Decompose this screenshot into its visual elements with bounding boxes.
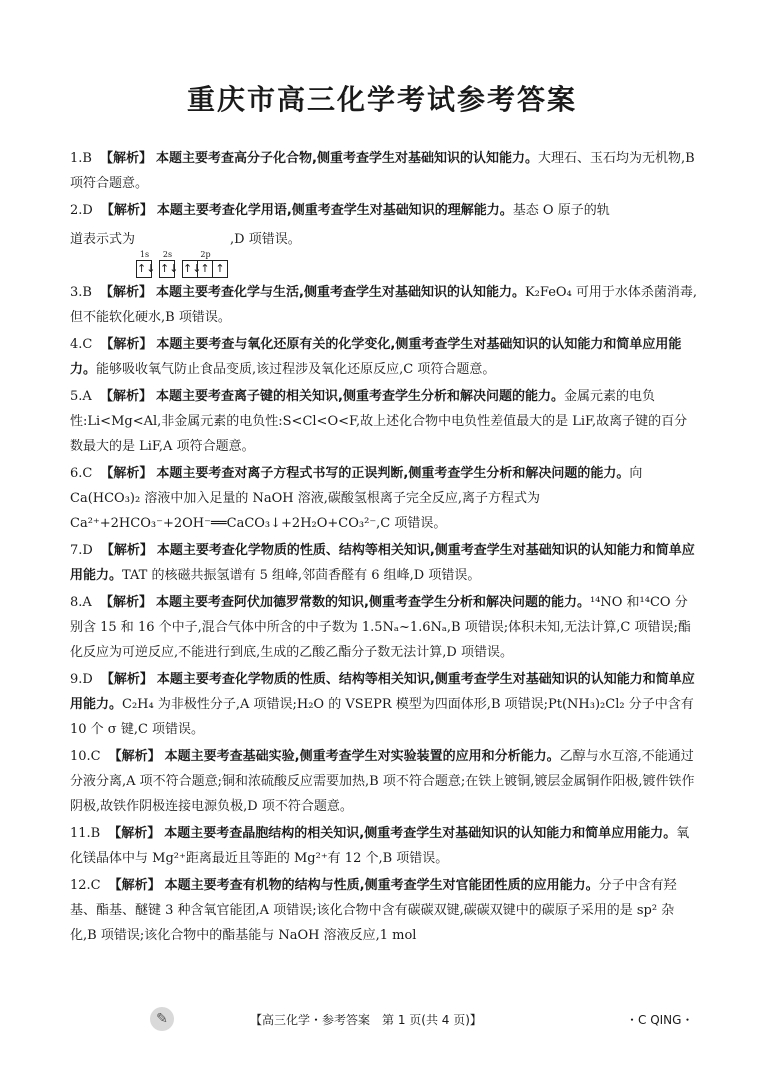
- analysis-tag: 【解析】: [100, 203, 153, 218]
- question-number: 10.C: [70, 749, 101, 764]
- question-5: [70, 384, 698, 459]
- analysis-tag: 【解析】: [100, 285, 153, 300]
- question-summary: 本题主要考查阿伏加德罗常数的知识,侧重考查学生分析和解决问题的能力。: [156, 595, 590, 610]
- question-number: 6.C: [70, 466, 93, 481]
- orbital-box: ↑↓: [182, 260, 198, 278]
- page-footer: [0, 1007, 764, 1031]
- question-summary: 本题主要考查有机物的结构与性质,侧重考查学生对官能团性质的应用能力。: [164, 878, 599, 893]
- question-8: [70, 590, 698, 665]
- question-explanation: 氧化镁晶体中与 Mg²⁺距离最近且等距的 Mg²⁺有 12 个,B 项错误。: [70, 826, 690, 866]
- orbital-box: ↑↓: [136, 260, 152, 278]
- orbital-prefix: 道表示式为: [70, 232, 136, 247]
- question-explanation: 向Ca(HCO₃)₂ 溶液中加入足量的 NaOH 溶液,碳酸氢根离子完全反应,离子方程式为Ca²⁺+2HCO₃⁻+2OH⁻══CaCO₃↓+2H₂O+CO₃²⁻,C 项错误。: [70, 466, 643, 531]
- analysis-tag: 【解析】: [108, 826, 161, 841]
- question-summary: 本题主要考查化学物质的性质、结构等相关知识,侧重考查学生对基础知识的认知能力和简单应用能力。: [70, 672, 695, 712]
- question-explanation: ¹⁴NO 和¹⁴CO 分别含 15 和 16 个中子,混合气体中所含的中子数为 1.5Nₐ~1.6Nₐ,B 项错误;体积未知,无法计算,C 项错误;酯化反应为可逆反应,不能进行到底,生成的乙酸乙酯分子数无法计算,D 项错误。: [70, 595, 691, 660]
- question-number: 7.D: [70, 543, 93, 558]
- question-11: [70, 821, 698, 871]
- question-summary: 本题主要考查晶胞结构的相关知识,侧重考查学生对基础知识的认知能力和简单应用能力。: [164, 826, 677, 841]
- question-summary: 本题主要考查化学与生活,侧重考查学生对基础知识的认知能力。: [156, 285, 525, 300]
- analysis-tag: 【解析】: [100, 337, 153, 352]
- orbital-line: [70, 227, 698, 278]
- question-10: [70, 744, 698, 819]
- question-9: [70, 667, 698, 742]
- question-1: [70, 146, 698, 196]
- answer-list: [70, 146, 698, 948]
- analysis-tag: 【解析】: [100, 543, 153, 558]
- pencil-icon: ✎: [150, 1007, 174, 1031]
- question-summary: 本题主要考查高分子化合物,侧重考查学生对基础知识的认知能力。: [156, 151, 538, 166]
- question-number: 1.B: [70, 151, 92, 166]
- orbital-box: ↑: [197, 260, 213, 278]
- question-number: 8.A: [70, 595, 92, 610]
- question-summary: 本题主要考查化学物质的性质、结构等相关知识,侧重考查学生对基础知识的认知能力和简单应用能力。: [70, 543, 695, 583]
- orbital-diagram: [137, 250, 228, 278]
- question-number: 3.B: [70, 285, 92, 300]
- question-summary: 本题主要考查基础实验,侧重考查学生对实验装置的应用和分析能力。: [164, 749, 560, 764]
- question-number: 11.B: [70, 826, 101, 841]
- question-explanation: 能够吸收氧气防止食品变质,该过程涉及氧化还原反应,C 项符合题意。: [96, 362, 496, 377]
- orbital-2p: [183, 250, 228, 278]
- question-summary: 本题主要考查离子键的相关知识,侧重考查学生分析和解决问题的能力。: [156, 389, 564, 404]
- question-explanation: 分子中含有羟基、酯基、醚键 3 种含氧官能团,A 项错误;该化合物中含有碳碳双键,碳碳双键中的碳原子采用的是 sp² 杂化,B 项错误;该化合物中的酯基能与 NaOH 溶液反应,1 mol: [70, 878, 677, 943]
- analysis-tag: 【解析】: [100, 595, 153, 610]
- orbital-label: 1s: [139, 250, 150, 259]
- question-explanation: 基态 O 原子的轨: [512, 203, 610, 218]
- analysis-tag: 【解析】: [100, 466, 153, 481]
- orbital-label: 2s: [162, 250, 173, 259]
- orbital-2s: [160, 250, 179, 278]
- analysis-tag: 【解析】: [100, 389, 153, 404]
- question-summary: 本题主要考查化学用语,侧重考查学生对基础知识的理解能力。: [156, 203, 513, 218]
- question-summary: 本题主要考查与氧化还原有关的化学变化,侧重考查学生对基础知识的认知能力和简单应用能力。: [70, 337, 682, 377]
- question-number: 2.D: [70, 203, 93, 218]
- orbital-label: 2p: [200, 250, 211, 259]
- orbital-box: ↑: [212, 260, 228, 278]
- question-explanation: K₂FeO₄ 可用于水体杀菌消毒,但不能软化硬水,B 项错误。: [70, 285, 698, 325]
- question-2: [70, 198, 698, 278]
- page-title: 重庆市高三化学考试参考答案: [186, 83, 577, 116]
- question-explanation: 乙醇与水互溶,不能通过分液分离,A 项不符合题意;铜和浓硫酸反应需要加热,B 项不符合题意;在铁上镀铜,镀层金属铜作阳极,镀件铁作阴极,故铁作阴极连接电源负极,D 项不符合题意。: [70, 749, 695, 814]
- question-explanation: 大理石、玉石均为无机物,B 项符合题意。: [70, 151, 695, 191]
- question-explanation: C₂H₄ 为非极性分子,A 项错误;H₂O 的 VSEPR 模型为四面体形,B 项错误;Pt(NH₃)₂Cl₂ 分子中含有 10 个 σ 键,C 项错误。: [70, 697, 694, 737]
- brand-mark: ・C QING・: [626, 1013, 694, 1027]
- orbital-suffix: ,D 项错误。: [230, 232, 301, 247]
- question-number: 12.C: [70, 878, 101, 893]
- question-number: 5.A: [70, 389, 92, 404]
- question-number: 4.C: [70, 337, 93, 352]
- question-7: [70, 538, 698, 588]
- orbital-box: ↑↓: [159, 260, 175, 278]
- analysis-tag: 【解析】: [108, 749, 161, 764]
- analysis-tag: 【解析】: [108, 878, 161, 893]
- question-3: [70, 280, 698, 330]
- question-12: [70, 873, 698, 948]
- question-4: [70, 332, 698, 382]
- question-explanation: 金属元素的电负性:Li<Mg<Al,非金属元素的电负性:S<Cl<O<F,故上述化合物中电负性差值最大的是 LiF,故离子键的百分数最大的是 LiF,A 项符合题意。: [70, 389, 688, 454]
- analysis-tag: 【解析】: [100, 151, 153, 166]
- question-explanation: TAT 的核磁共振氢谱有 5 组峰,邻茴香醛有 6 组峰,D 项错误。: [122, 568, 481, 583]
- question-summary: 本题主要考查对离子方程式书写的正误判断,侧重考查学生分析和解决问题的能力。: [156, 466, 630, 481]
- question-number: 9.D: [70, 672, 93, 687]
- question-6: [70, 461, 698, 536]
- orbital-1s: [137, 250, 156, 278]
- analysis-tag: 【解析】: [100, 672, 153, 687]
- page-info: 【高三化学・参考答案 第 1 页(共 4 页)】: [250, 1013, 482, 1027]
